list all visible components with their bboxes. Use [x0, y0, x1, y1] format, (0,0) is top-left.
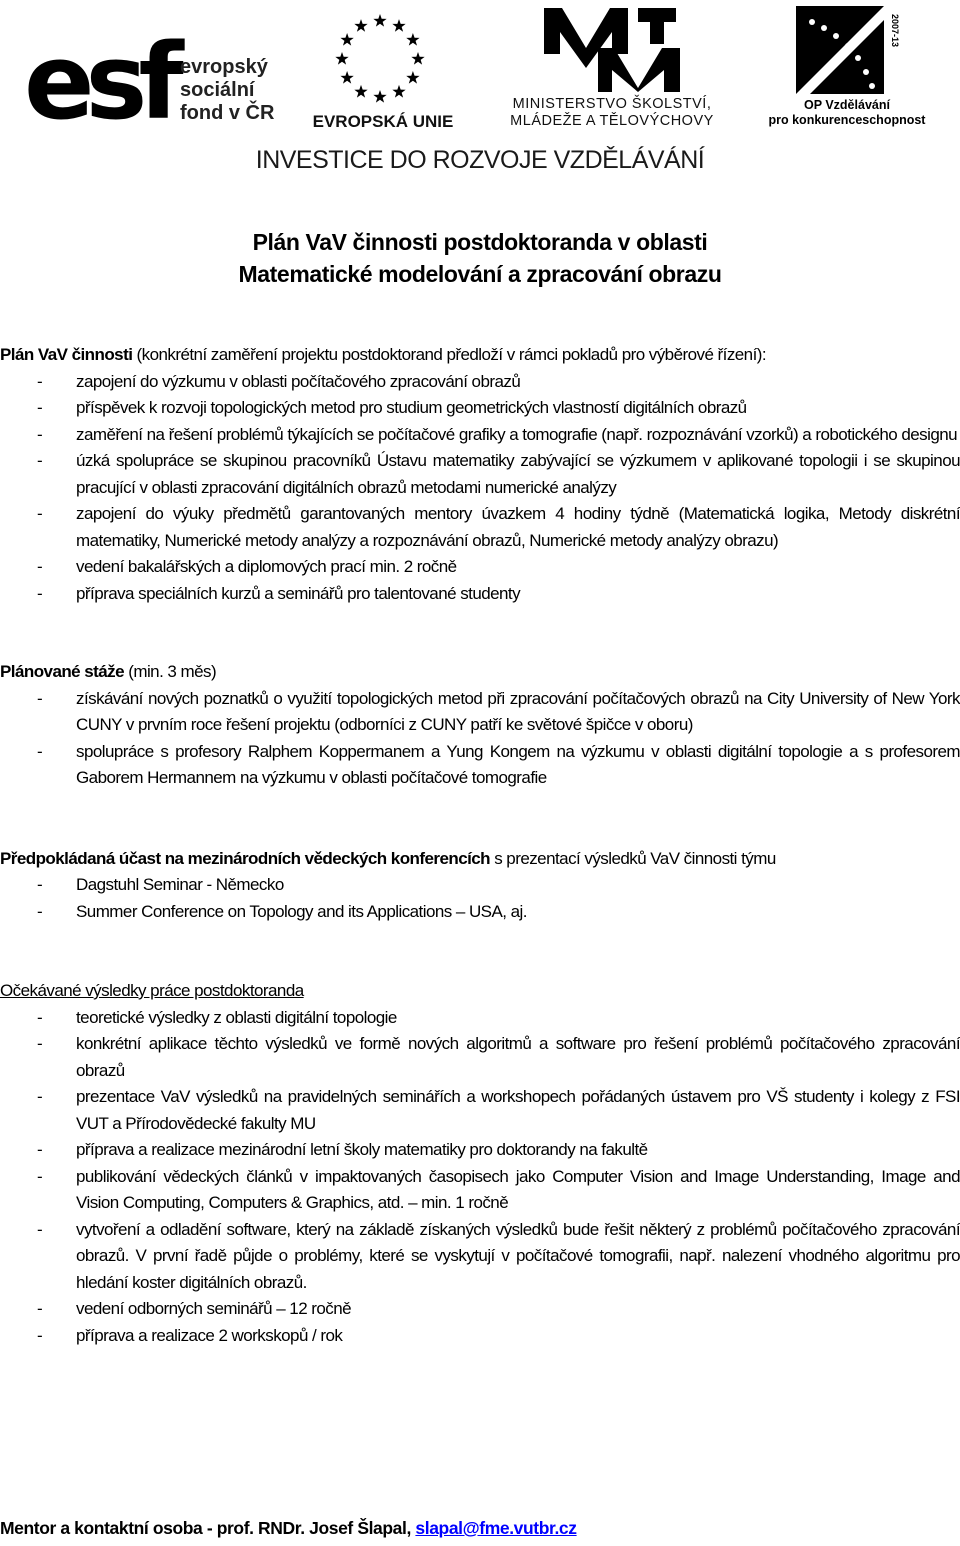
plan-list — [0, 369, 960, 608]
section-heading-plan: Plán VaV činnosti (konkrétní zaměření projektu postdoktorand předloží v rámci pokladů pro výběrové řízení): — [0, 345, 767, 364]
eu-star-icon — [392, 19, 405, 32]
list-item: - Dagstuhl Seminar - Německo — [37, 875, 284, 894]
op-years-label: 2007-13 — [890, 14, 900, 48]
eu-star-icon — [340, 33, 353, 46]
staze-list — [0, 686, 960, 792]
document-content — [0, 342, 960, 1349]
eu-star-icon — [354, 85, 367, 98]
esf-logo-mark: esf — [24, 21, 175, 143]
list-item: - zaměření na řešení problémů týkajících se počítačové grafiky a tomografie (např. rozpoznávání vzorků) a robotického designu — [37, 424, 958, 444]
msmt-logo-text: MINISTERSTVO ŠKOLSTVÍ, MLÁDEŽE A TĚLOVÝCHOVY — [510, 96, 714, 129]
konference-list — [0, 872, 960, 925]
list-item: - vytvoření a odladění software, který na základě získaných výsledků bude řešit některý z problémů počítačového zpracování obrazů. V první řadě půjde o problémy, které se vyskytují v počítačové tomografii, např. nalezení vhodného algoritmu pro hledání koster digitálních obrazů. — [37, 1219, 960, 1292]
op-logo-text: OP Vzdělávání pro konkurenceschopnost — [768, 98, 926, 127]
list-item: - zapojení do výzkumu v oblasti počítačového zpracování obrazů — [37, 371, 521, 391]
eu-star-icon — [340, 71, 353, 84]
list-item: - příprava speciálních kurzů a seminářů pro talentované studenty — [37, 583, 521, 603]
investice-tagline: INVESTICE DO ROZVOJE VZDĚLÁVÁNÍ — [255, 146, 705, 174]
op-vzdelavani-logo — [752, 2, 942, 137]
list-item: - získávání nových poznatků o využití topologických metod při zpracování počítačových obrazů na City University of New York CUNY v prvním roce řešení projektu (odborníci z CUNY patří ke světové špičce v oboru) — [37, 688, 960, 734]
vysledky-list — [0, 1005, 960, 1350]
list-item: - zapojení do výuky předmětů garantovaných mentory úvazkem 4 hodiny týdně (Matematická logika, Metody diskrétní matematiky, Numerické metody analýzy a rozpoznávání obrazů, Numerické metody analýzy obrazu) — [37, 504, 960, 550]
esf-logo-text: evropský sociální fond v ČR — [180, 56, 275, 124]
list-item: - vedení bakalářských a diplomových prací min. 2 ročně — [37, 557, 457, 576]
mentor-email-link[interactable]: slapal@fme.vutbr.cz — [415, 1518, 577, 1538]
title-line-1: Plán VaV činnosti postdoktoranda v oblasti — [252, 229, 708, 255]
list-item: - teoretické výsledky z oblasti digitální topologie — [37, 1007, 397, 1027]
op-logo-mark-icon — [792, 2, 902, 98]
eu-star-icon — [373, 90, 386, 103]
msmt-logo — [472, 4, 752, 134]
logo-header — [0, 0, 960, 190]
list-item: - publikování vědeckých článků v impaktovaných časopisech jako Computer Vision and Image Understanding, Image and Vision Computing, Computers & Graphics, atd. – min. 1 ročně — [37, 1166, 960, 1212]
eu-stars-icon — [330, 10, 430, 108]
eu-star-icon — [354, 19, 367, 32]
list-item: - příprava a realizace mezinárodní letní školy matematiky pro doktorandy na fakultě — [37, 1140, 648, 1159]
eu-logo — [302, 8, 464, 133]
list-item: - příspěvek k rozvoji topologických metod pro studium geometrických vlastností digitálních obrazů — [37, 398, 747, 417]
eu-star-icon — [335, 52, 348, 65]
list-item: - konkrétní aplikace těchto výsledků ve formě nových algoritmů a software pro řešení problémů počítačového zpracování obrazů — [37, 1034, 960, 1080]
section-heading-vysledky: Očekávané výsledky práce postdoktoranda — [0, 981, 304, 1000]
title-line-2: Matematické modelování a zpracování obrazu — [238, 261, 722, 287]
list-item: - prezentace VaV výsledků na pravidelných seminářích a workshopech pořádaných ústavem pro VŠ studenty i kolegy z FSI VUT a Přírodovědecké fakulty MU — [37, 1087, 960, 1133]
esf-logo — [24, 20, 294, 145]
mentor-contact: Mentor a kontaktní osoba - prof. RNDr. Josef Šlapal, slapal@fme.vutbr.cz — [0, 1518, 577, 1538]
list-item: - spolupráce s profesory Ralphem Koppermanem a Yung Kongem na výzkumu v oblasti digitální topologie a s profesorem Gaborem Hermannem na výzkumu v oblasti počítačové tomografie — [37, 741, 960, 787]
eu-star-icon — [406, 71, 419, 84]
eu-star-icon — [373, 14, 386, 27]
section-heading-staze: Plánované stáže (min. 3 měs) — [0, 662, 217, 681]
list-item: - úzká spolupráce se skupinou pracovníků Ústavu matematiky zabývající se výzkumem v aplikované topologii i se skupinou pracující v oblasti zpracování digitálních obrazů metodami numerické analýzy — [37, 451, 960, 497]
list-item: - příprava a realizace 2 workskopů / rok — [37, 1325, 343, 1345]
section-heading-konference: Předpokládaná účast na mezinárodních vědeckých konferencích s prezentací výsledků VaV činnosti týmu — [0, 848, 776, 868]
list-item: - vedení odborných seminářů – 12 ročně — [37, 1299, 352, 1318]
page-title — [0, 226, 960, 290]
eu-logo-text: EVROPSKÁ UNIE — [312, 112, 454, 131]
eu-star-icon — [392, 85, 405, 98]
list-item: - Summer Conference on Topology and its Applications – USA, aj. — [37, 901, 527, 921]
eu-star-icon — [406, 33, 419, 46]
msmt-logo-mark-icon — [542, 4, 682, 94]
eu-star-icon — [411, 52, 424, 65]
